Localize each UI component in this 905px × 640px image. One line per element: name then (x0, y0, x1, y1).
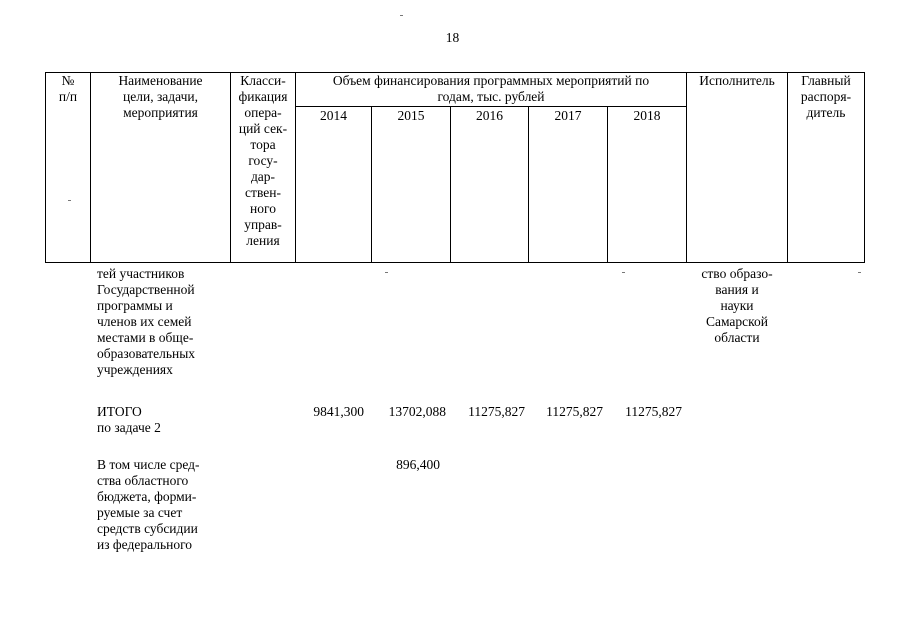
header-col-financing: Объем финансирования программных мероприятий по годам, тыс. рублей (332, 73, 650, 104)
scan-speck (400, 15, 403, 16)
header-col-number: № п/п (58, 73, 78, 104)
header-year-2014: 2014 (320, 108, 347, 123)
total-2016: 11275,827 (468, 404, 525, 419)
header-year-2017: 2017 (554, 108, 582, 123)
header-col-name: Наименование цели, задачи, мероприятия (118, 73, 203, 120)
header-year-2018: 2018 (633, 108, 661, 123)
header-col-classification: Класси- фикация опера- ций сек- тора госу- дар- ствен- ного управ- ления (238, 73, 288, 248)
header-year-2016: 2016 (476, 108, 503, 123)
total-2015: 13702,088 (388, 404, 446, 419)
total-2018: 11275,827 (625, 404, 682, 419)
item-executor: ство образо- вания и науки Самарской области (701, 266, 773, 345)
total-2014: 9841,300 (313, 404, 364, 419)
including-label: В том числе сред- ства областного бюджета, форми- руемые за счет средств субсидии из федерального (97, 457, 200, 552)
scan-speck (385, 272, 388, 273)
total-label: ИТОГО по задаче 2 (97, 404, 161, 435)
item-name: тей участников Государственной программы и членов их семей местами в обще- образовательных учреждениях (97, 266, 196, 377)
header-col-manager: Главный распоря- дитель (800, 73, 852, 120)
including-2015: 896,400 (396, 457, 440, 472)
header-year-2015: 2015 (397, 108, 425, 123)
scan-speck (622, 272, 625, 273)
header-col-executor: Исполнитель (699, 73, 775, 88)
scan-speck (68, 200, 71, 201)
page-number: 18 (445, 30, 460, 45)
scan-speck (858, 272, 861, 273)
total-2017: 11275,827 (546, 404, 603, 419)
